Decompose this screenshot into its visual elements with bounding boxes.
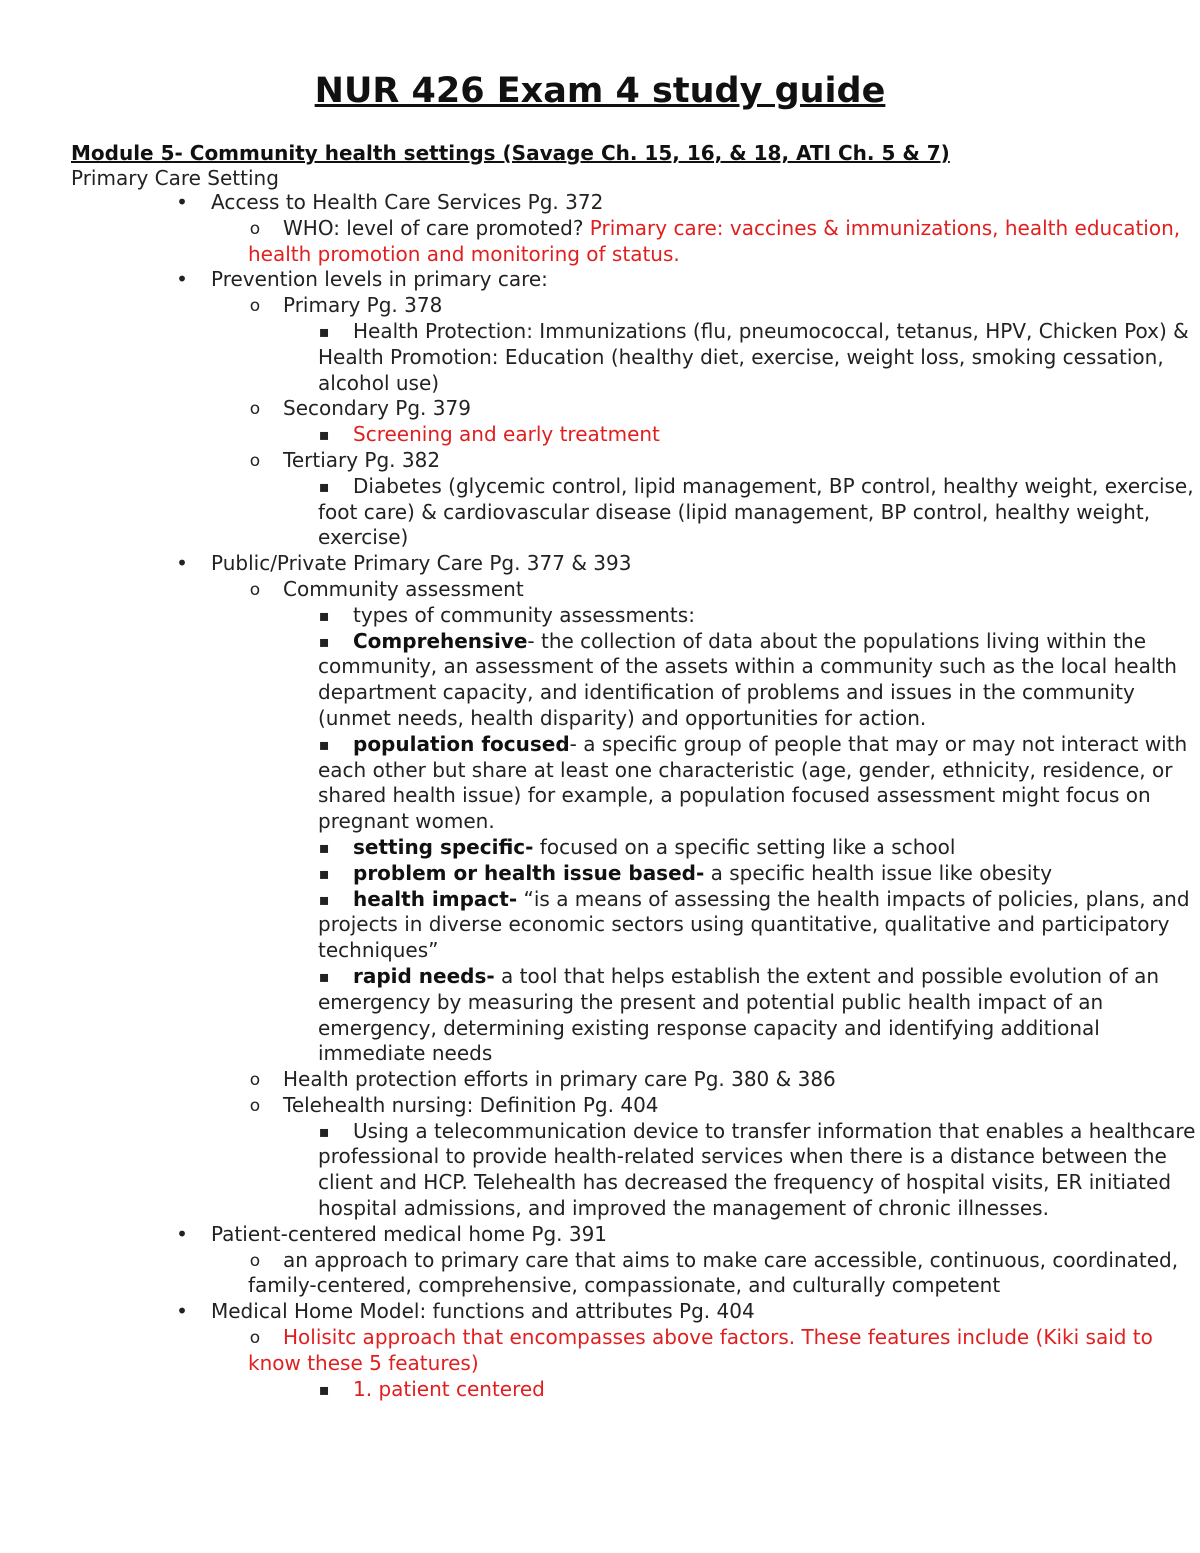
- list-item: o Health protection efforts in primary care Pg. 380 & 386: [0, 1067, 1200, 1093]
- list-item: ▪ population focused- a specific group of people that may or may not interact with each other but share at least one characteristic (age, gender, ethnicity, residence, or shared health issue) for example, a population focused assessment might focus on pregnant women.: [318, 731, 1188, 834]
- bullet-marker: o: [249, 1070, 261, 1091]
- bullet-marker: o: [249, 1095, 261, 1116]
- list-item: o Primary Pg. 378: [0, 293, 1200, 319]
- bullet-marker: ▪: [318, 631, 330, 651]
- bullet-marker: o: [249, 296, 261, 317]
- list-item: ▪ rapid needs- a tool that helps establish the extent and possible evolution of an emergency by measuring the present and potential public health impact of an emergency, determining existing response capacity and identifying additional immediate needs: [318, 963, 1160, 1066]
- list-item: • Public/Private Primary Care Pg. 377 & 393: [0, 551, 1200, 577]
- bullet-marker: •: [176, 1299, 188, 1324]
- list-item: ▪ Using a telecommunication device to transfer information that enables a healthcare professional to provide health-related services when there is a distance between the client and HCP. Telehealth has decreased the frequency of hospital visits, ER initiated hospital admissions, and improved the management of chronic illnesses.: [318, 1118, 1196, 1221]
- list-item: o an approach to primary care that aims to make care accessible, continuous, coordinated, family-centered, comprehensive, compassionate, and culturally competent: [248, 1247, 1179, 1298]
- bullet-marker: ▪: [318, 321, 330, 341]
- list-item: ▪ health impact- “is a means of assessing the health impacts of policies, plans, and projects in diverse economic sectors using quantitative, qualitative and participatory techniques”: [318, 886, 1190, 963]
- bullet-marker: ▪: [318, 734, 330, 754]
- list-item: ▪ Health Protection: Immunizations (flu, pneumococcal, tetanus, HPV, Chicken Pox) & Health Promotion: Education (healthy diet, exercise, weight loss, smoking cessation, alcohol use): [318, 318, 1189, 395]
- term-label: Comprehensive: [353, 628, 528, 653]
- list-item: o WHO: level of care promoted? Primary care: vaccines & immunizations, health education, health promotion and monitoring of status.: [248, 215, 1181, 266]
- bullet-marker: o: [249, 218, 261, 239]
- module-heading: Module 5- Community health settings (Savage Ch. 15, 16, & 18, ATI Ch. 5 & 7): [71, 141, 950, 165]
- bullet-marker: o: [249, 579, 261, 600]
- bullet-marker: o: [249, 450, 261, 471]
- bullet-marker: ▪: [318, 863, 330, 883]
- bullet-marker: ▪: [318, 425, 330, 445]
- bullet-marker: •: [176, 190, 188, 214]
- outline-list: [0, 190, 1200, 1402]
- bullet-marker: o: [249, 399, 261, 420]
- bullet-marker: ▪: [318, 1121, 330, 1141]
- list-item: ▪ Diabetes (glycemic control, lipid management, BP control, healthy weight, exercise, foot care) & cardiovascular disease (lipid management, BP control, healthy weight, exercise): [318, 473, 1194, 550]
- document-title: NUR 426 Exam 4 study guide: [314, 71, 886, 111]
- list-item: ▪ Comprehensive- the collection of data about the populations living within the community, an assessment of the assets within a community such as the local health department capacity, and identification of problems and issues in the community (unmet needs, health disparity) and opportunities for action.: [318, 628, 1177, 730]
- list-item: • Medical Home Model: functions and attributes Pg. 404: [0, 1299, 1200, 1325]
- bullet-marker: ▪: [318, 476, 330, 496]
- bullet-marker: o: [249, 1328, 261, 1349]
- list-item: ▪ setting specific- focused on a specific setting like a school: [318, 834, 956, 859]
- list-item: • Prevention levels in primary care:: [0, 267, 1200, 293]
- list-item: o Tertiary Pg. 382: [0, 448, 1200, 474]
- term-label: problem or health issue based-: [353, 860, 705, 885]
- bullet-marker: ▪: [318, 1379, 330, 1399]
- highlighted-answer: Primary care: vaccines & immunizations, health education, health promotion and monitoring of status.: [248, 215, 1181, 266]
- bullet-marker: •: [176, 267, 188, 292]
- term-label: population focused: [353, 731, 570, 756]
- bullet-marker: ▪: [318, 837, 330, 857]
- list-item: o Telehealth nursing: Definition Pg. 404: [0, 1093, 1200, 1119]
- bullet-marker: •: [176, 1221, 188, 1246]
- section-heading: Primary Care Setting: [71, 166, 279, 190]
- list-item: ▪ problem or health issue based- a specific health issue like obesity: [318, 860, 1053, 885]
- list-item: o Secondary Pg. 379: [0, 396, 1200, 422]
- list-item: ▪ 1. patient centered: [318, 1376, 545, 1401]
- list-item: • Access to Health Care Services Pg. 372: [0, 190, 1200, 216]
- term-label: setting specific-: [353, 834, 534, 859]
- list-item: ▪ types of community assessments:: [318, 602, 695, 627]
- list-item: o Community assessment: [0, 577, 1200, 603]
- list-item: ▪ Screening and early treatment: [318, 422, 660, 447]
- term-label: rapid needs-: [353, 963, 495, 988]
- bullet-marker: o: [249, 1250, 261, 1271]
- list-item: • Patient-centered medical home Pg. 391: [0, 1222, 1200, 1248]
- bullet-marker: ▪: [318, 605, 330, 625]
- bullet-marker: ▪: [318, 966, 330, 986]
- list-item: o Holisitc approach that encompasses above factors. These features include (Kiki said to know these 5 features): [248, 1325, 1153, 1375]
- bullet-marker: •: [176, 551, 188, 576]
- bullet-marker: ▪: [318, 889, 330, 909]
- term-label: health impact-: [353, 886, 518, 911]
